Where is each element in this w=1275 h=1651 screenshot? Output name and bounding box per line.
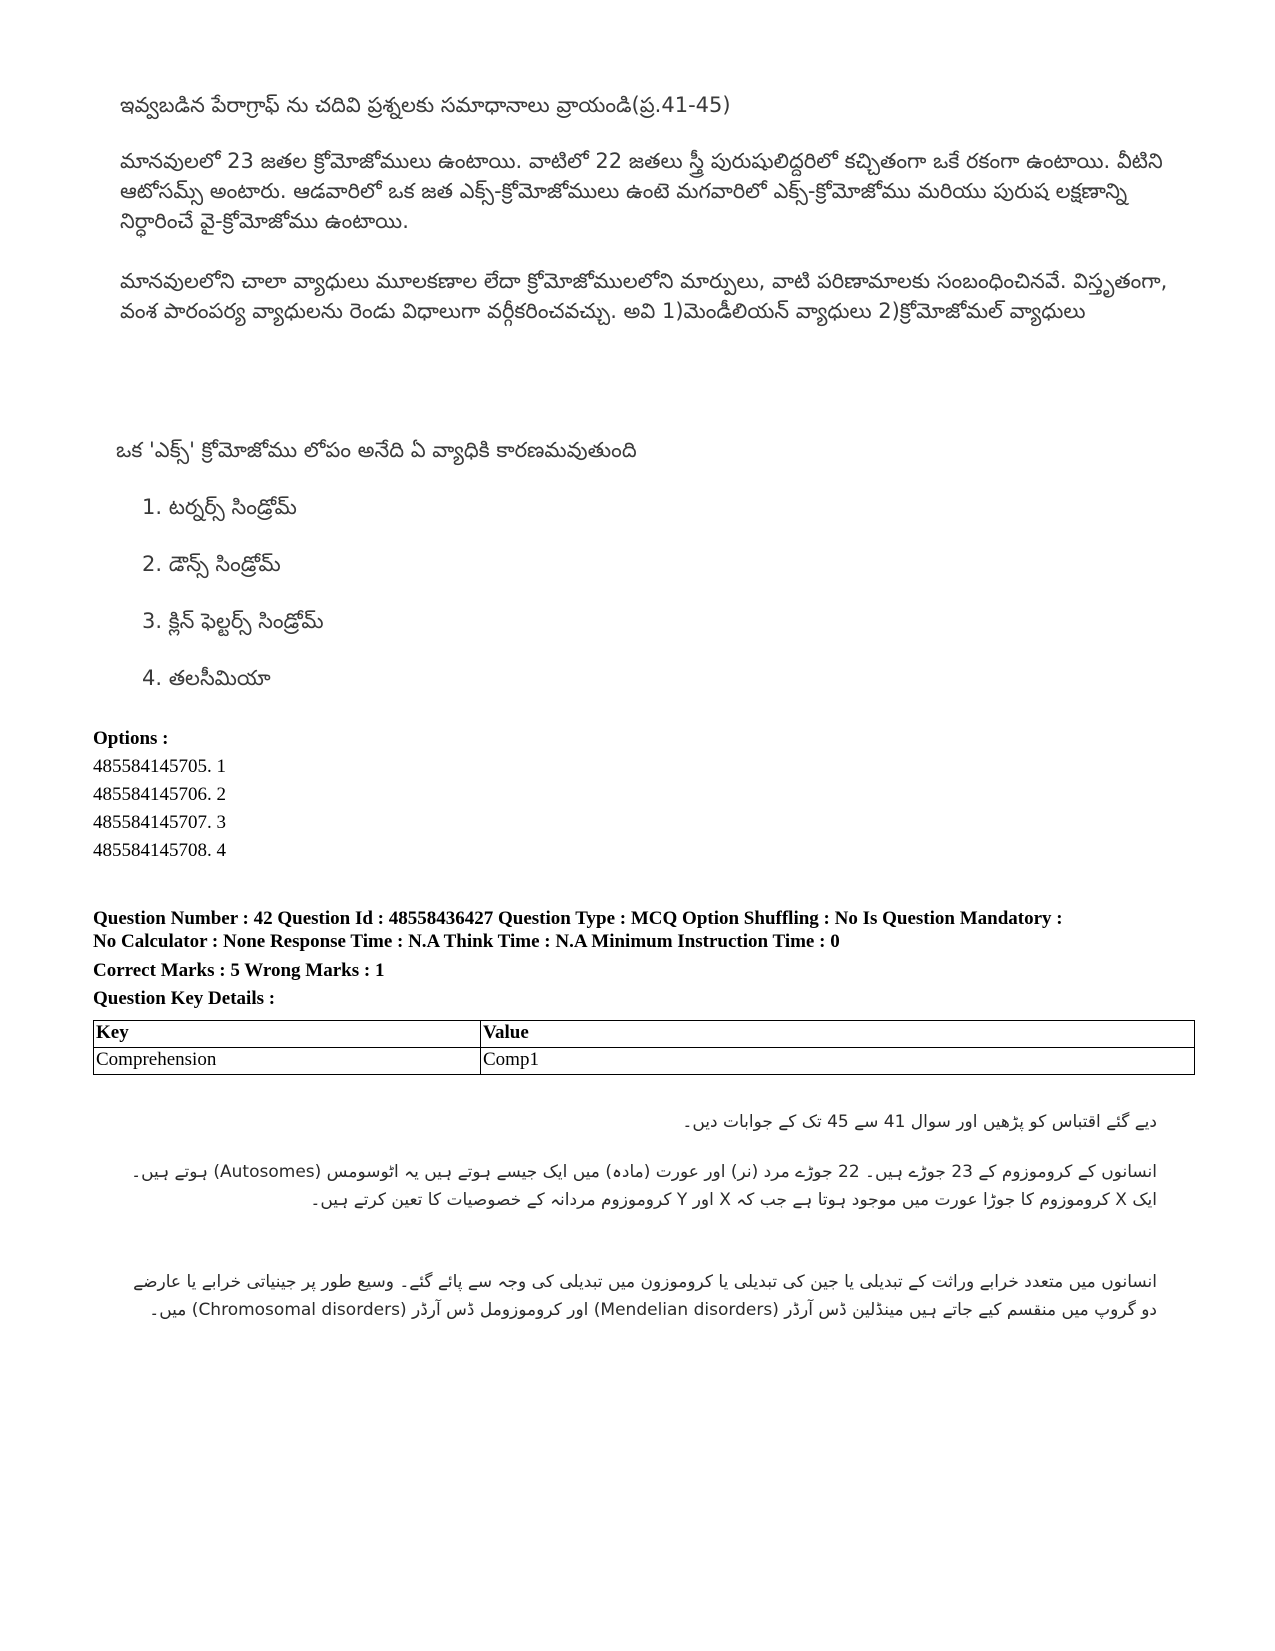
option-item: 485584145708. 4 xyxy=(93,840,226,861)
question-meta-line-2: No Calculator : None Response Time : N.A Think Time : N.A Minimum Instruction Time : 0 xyxy=(93,931,840,952)
urdu-paragraph-2: انسانوں میں متعدد خرابے وراثت کے تبدیلی یا جین کی تبدیلی یا کروموزون میں تبدیلی کی وجہ سے پائے گئے۔ وسیع طور پر جینیاتی خرابے یا عارضے دو گروپ میں منقسم کیے جاتے ہیں مینڈلین ڈس آرڈر (Mendelian disorders) اور کروموزومل ڈس آرڈر (Chromosomal disorders) میں۔ xyxy=(133,1272,1157,1320)
marks-line: Correct Marks : 5 Wrong Marks : 1 xyxy=(93,960,385,981)
table-row xyxy=(94,1048,1195,1075)
table-header-row xyxy=(94,1021,1195,1048)
question-meta-line-1: Question Number : 42 Question Id : 48558436427 Question Type : MCQ Option Shuffling : No Is Question Mandatory : xyxy=(93,908,1063,929)
option-item: 485584145706. 2 xyxy=(93,784,226,805)
key-details-table xyxy=(93,1020,1195,1075)
telugu-paragraph-1: మానవులలో 23 జతల క్రోమోజోములు ఉంటాయి. వాటిలో 22 జతలు స్త్రీ పురుషులిద్దరిలో కచ్చితంగా ఒకే రకంగా ఉంటాయి. వీటిని ఆటోసమ్స్ అంటారు. ఆడవారిలో ఒక జత ఎక్స్-క్రోమోజోములు ఉంటె మగవారిలో ఎక్స్-క్రోమోజోము మరియు పురుష లక్షణాన్ని నిర్ధారించే వై-క్రోమోజోము ఉంటాయి. xyxy=(120,149,1163,233)
choice-1: 1. టర్నర్స్ సిండ్రోమ్ xyxy=(142,495,297,519)
table-cell-value: Comp1 xyxy=(481,1048,1195,1075)
table-cell-key: Comprehension xyxy=(94,1048,481,1075)
option-item: 485584145707. 3 xyxy=(93,812,226,833)
urdu-paragraph-1: انسانوں کے کروموزوم کے 23 جوڑے ہیں۔ 22 جوڑے مرد (نر) اور عورت (مادہ) میں ایک جیسے ہوتے ہیں یہ اٹوسومس (Autosomes) ہوتے ہیں۔ ایک X کروموزوم کا جوڑا عورت میں موجود ہوتا ہے جب کہ X اور Y کروموزوم مردانہ کے خصوصیات کا تعین کرتے ہیں۔ xyxy=(131,1162,1157,1210)
table-header-key: Key xyxy=(94,1021,481,1048)
option-item: 485584145705. 1 xyxy=(93,756,226,777)
question-text: ఒక 'ఎక్స్' క్రోమోజోము లోపం అనేది ఏ వ్యాధికి కారణమవుతుంది xyxy=(116,438,637,462)
choice-2: 2. డౌన్స్ సిండ్రోమ్ xyxy=(142,552,281,576)
options-block xyxy=(93,725,226,865)
question-meta xyxy=(93,907,1193,1011)
urdu-instruction-heading: دیے گئے اقتباس کو پڑھیں اور سوال 41 سے 45 تک کے جوابات دیں۔ xyxy=(682,1112,1157,1132)
telugu-paragraph-2: మానవులలోని చాలా వ్యాధులు మూలకణాల లేదా క్రోమోజోములలోని మార్పులు, వాటి పరిణామాలకు సంబంధించినవే. విస్తృతంగా, వంశ పారంపర్య వ్యాధులను రెండు విధాలుగా వర్గీకరించవచ్చు. అవి 1)మెండీలియన్ వ్యాధులు 2)క్రోమోజోమల్ వ్యాధులు xyxy=(120,269,1168,323)
choice-4: 4. తలసీమియా xyxy=(142,666,271,690)
choice-3: 3. క్లిన్ ఫెల్టర్స్ సిండ్రోమ్ xyxy=(142,609,324,633)
key-details-title: Question Key Details : xyxy=(93,988,276,1009)
answer-choices xyxy=(142,495,1202,723)
options-title: Options : xyxy=(93,728,169,749)
telugu-instruction-heading: ఇవ్వబడిన పేరాగ్రాఫ్ ను చదివి ప్రశ్నలకు సమాధానాలు వ్రాయండి(ప్ర.41-45) xyxy=(120,93,731,117)
table-header-value: Value xyxy=(481,1021,1195,1048)
